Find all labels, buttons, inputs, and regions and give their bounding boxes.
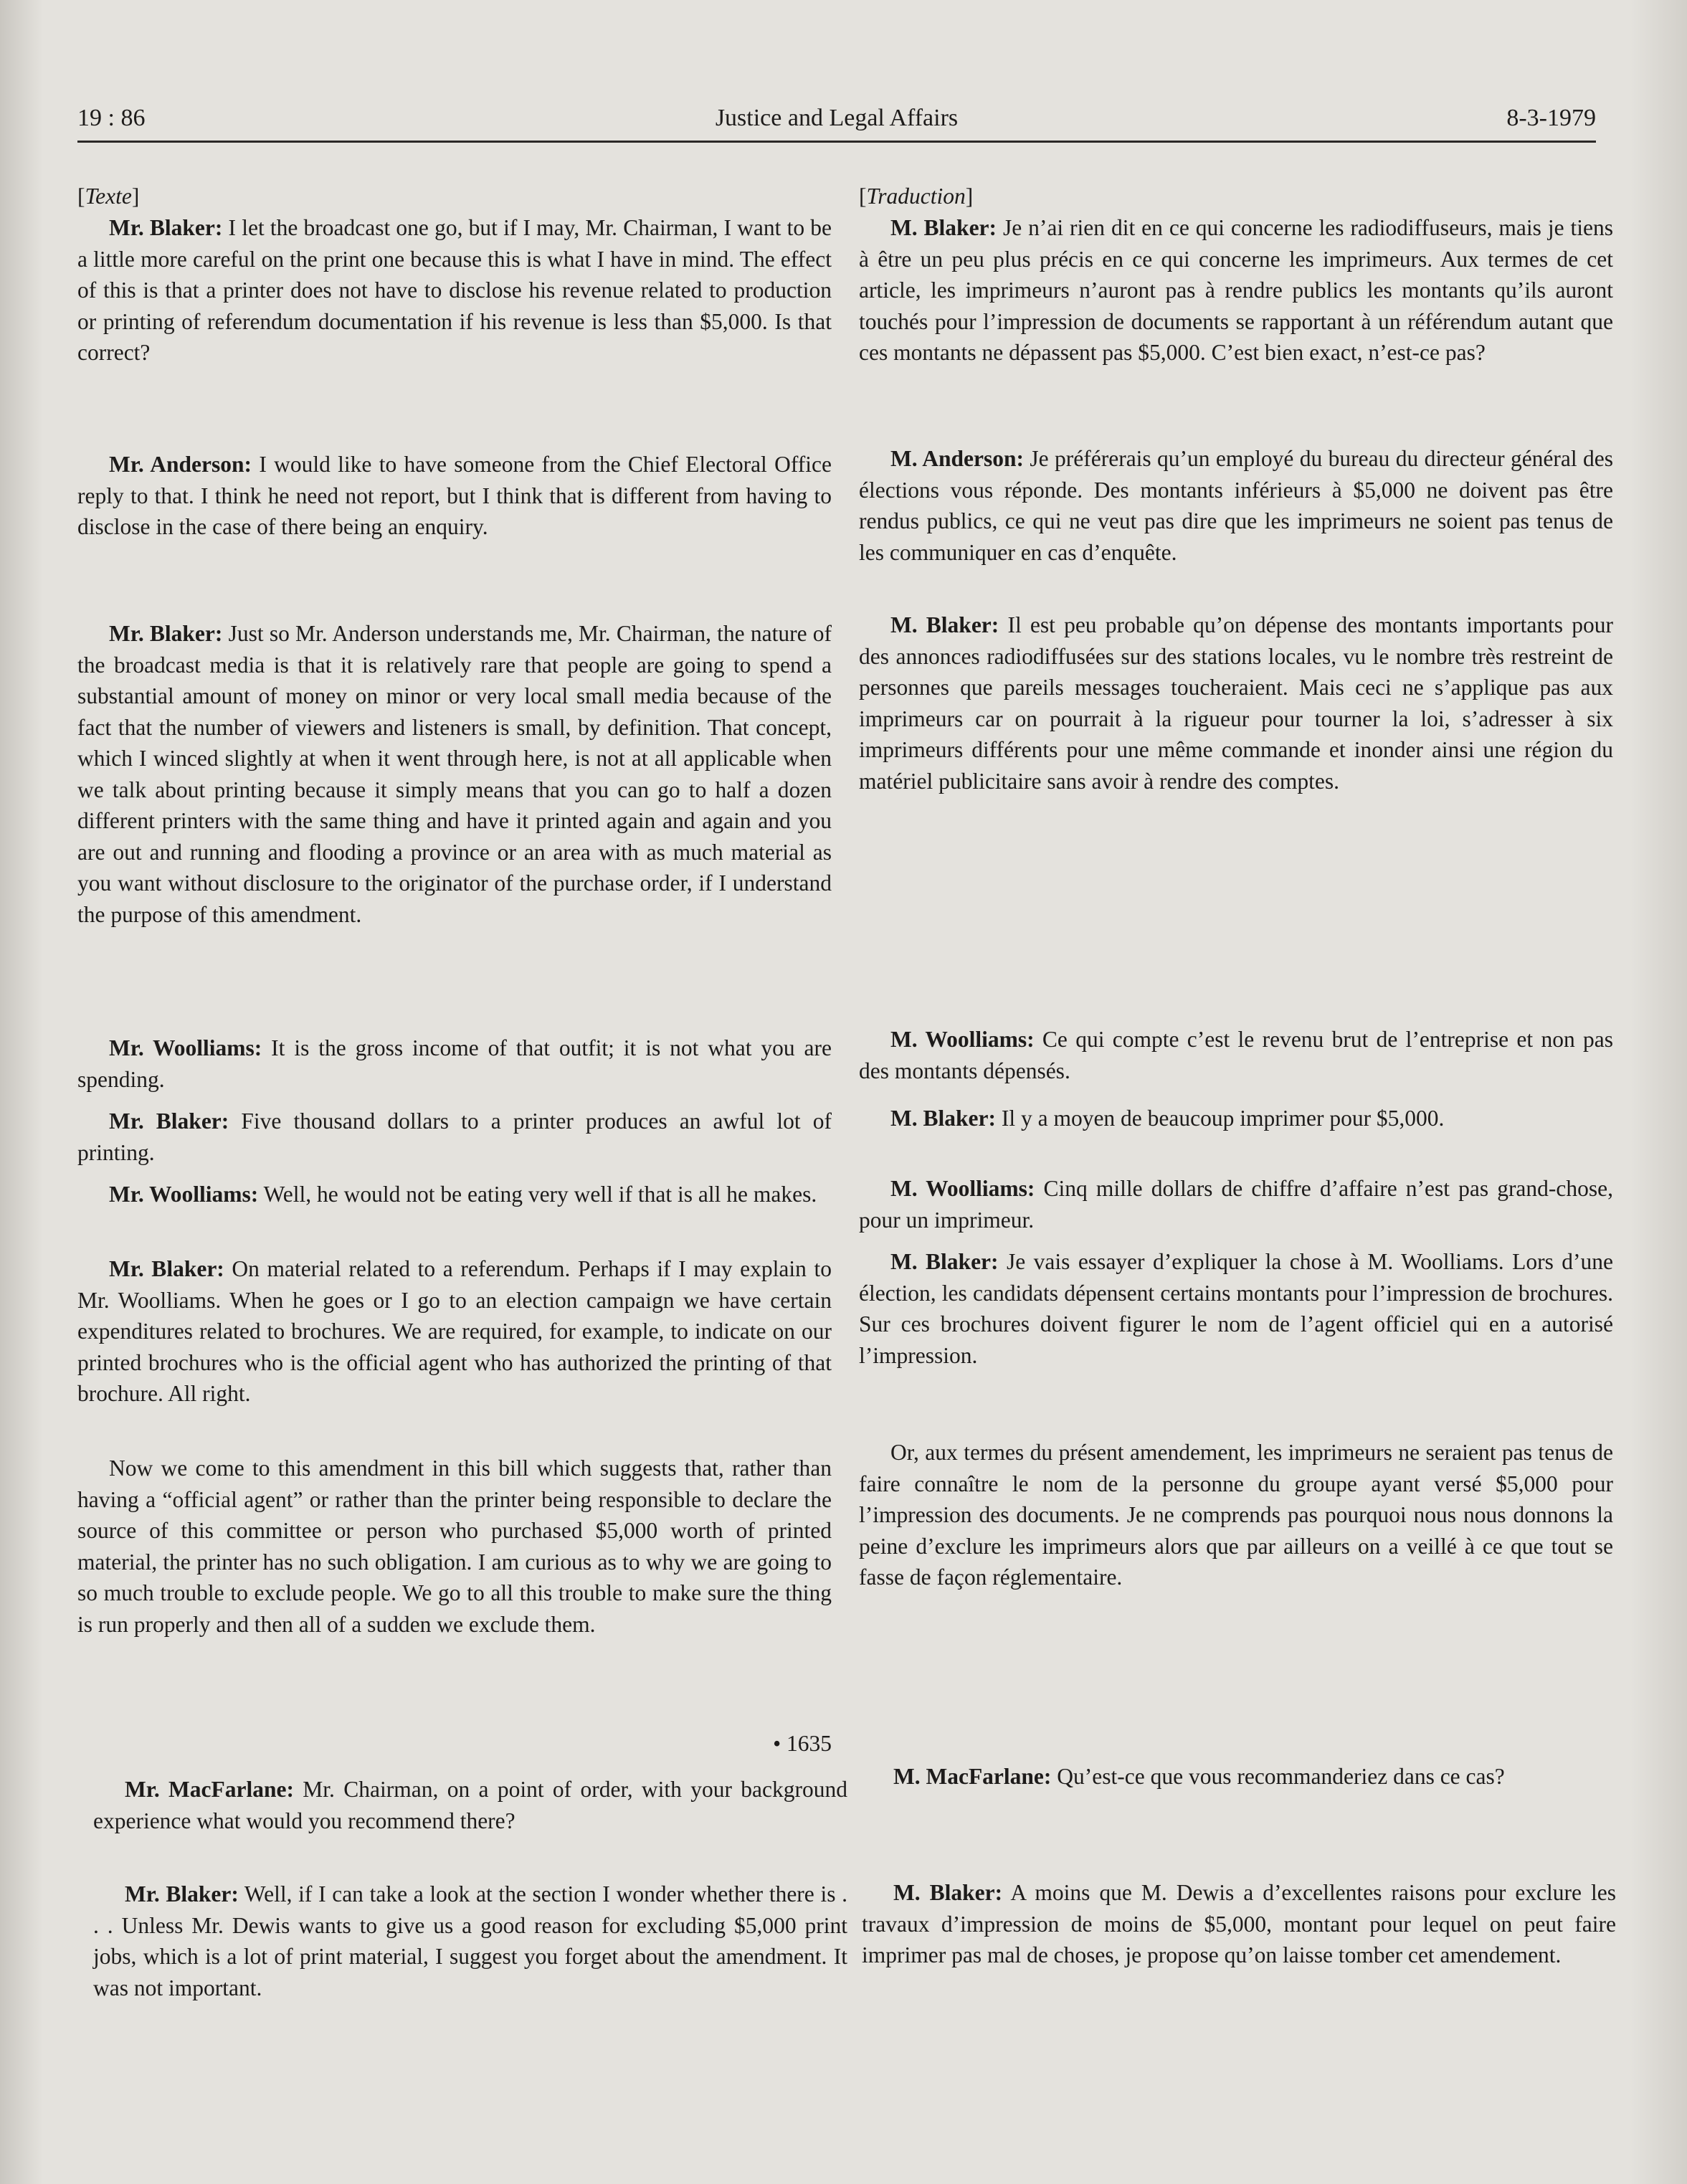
speech-text: Well, he would not be eating very well if that is all he makes. — [258, 1182, 817, 1207]
page-edge-shadow-left — [0, 0, 43, 2184]
right-paragraph-6 — [859, 1173, 1613, 1235]
header-rule — [77, 141, 1596, 143]
left-paragraph-7 — [77, 1253, 832, 1410]
left-paragraph-3 — [77, 618, 832, 930]
right-paragraph-7 — [859, 1246, 1613, 1371]
speaker-name: M. Anderson: — [890, 446, 1025, 471]
speaker-name: Mr. Blaker: — [109, 1108, 229, 1134]
speaker-name: M. Woolliams: — [890, 1176, 1035, 1201]
speech-text: Five thousand dollars to a printer produces an awful lot of printing. — [77, 1108, 832, 1165]
speaker-name: Mr. Blaker: — [109, 1256, 224, 1281]
speaker-name: M. Blaker: — [890, 1106, 996, 1131]
left-paragraph-5 — [77, 1106, 832, 1168]
right-paragraph-1 — [859, 212, 1613, 369]
left-paragraph-2 — [77, 449, 832, 543]
right-paragraph-3 — [859, 609, 1613, 797]
speech-text: On material related to a referendum. Perhaps if I may explain to Mr. Woolliams. When he goes or I go to an election campaign we have certain expenditures related to brochures. We are required, for example, to indicate on our printed brochures who is the official agent who has authorized the printing of that brochure. All right. — [77, 1256, 832, 1406]
speech-text: I would like to have someone from the Chief Electoral Office reply to that. I think he need not report, but I think that is different from having to disclose in the case of there being an enquiry. — [77, 452, 832, 539]
speech-text: Just so Mr. Anderson understands me, Mr. Chairman, the nature of the broadcast media is that it is relatively rare that people are going to spend a substantial amount of money on minor or very local small media because of the fact that the number of viewers and listeners is small, by definition. That concept, which I winced slightly at when it went through here, is not at all applicable when we talk about printing because it simply means that you can go to half a dozen different printers with the same thing and have it printed again and again and you are out and running and flooding a province or an area with as much material as you want without disclosure to the originator of the purchase order, if I understand the purpose of this amendment. — [77, 621, 832, 927]
speech-text: Je préférerais qu’un employé du bureau du directeur général des élections vous réponde. Des montants inférieurs à $5,000 ne doivent pas être rendus publics, ce qui ne veut pas dire que les imprimeurs ne soient pas tenus de les communiquer en cas d’enquête. — [859, 446, 1613, 565]
speech-text: Qu’est-ce que vous recommanderiez dans ce cas? — [1051, 1764, 1505, 1789]
sitting-date: 8-3-1979 — [1506, 105, 1596, 131]
left-paragraph-9 — [93, 1774, 847, 1836]
publication-title: Justice and Legal Affairs — [715, 105, 959, 131]
speech-text: Or, aux termes du présent amendement, les imprimeurs ne seraient pas tenus de faire connaître le nom de la personne du groupe ayant versé $5,000 pour l’impression des documents. Je ne comprends pas pourquoi nous nous donnons la peine d’exclure les imprimeurs alors que par ailleurs on a veillé à ce que tout se fasse de façon réglementaire. — [859, 1440, 1613, 1590]
time-marker: • 1635 — [773, 1731, 832, 1756]
right-paragraph-9 — [862, 1761, 1616, 1793]
section-label-traduction: [Traduction] — [859, 184, 974, 209]
speech-text: A moins que M. Dewis a d’excellentes raisons pour exclure les travaux d’impression de moins de $5,000, montant pour lequel on peut faire imprimer pas mal de choses, je propose qu’on laisse tomber cet amendement. — [862, 1880, 1616, 1967]
right-paragraph-4 — [859, 1024, 1613, 1086]
left-paragraph-10 — [93, 1879, 847, 2003]
speaker-name: M. Blaker: — [890, 1249, 999, 1274]
speech-text: Je n’ai rien dit en ce qui concerne les radiodiffuseurs, mais je tiens à être un peu plus précis en ce qui concerne les imprimeurs. Aux termes de cet article, les imprimeurs n’auront pas à rendre publics les montants qu’ils auront touchés pour l’impression de documents se rapportant à un référendum autant que ces montants ne dépassent pas $5,000. C’est bien exact, n’est-ce pas? — [859, 215, 1613, 365]
speech-text: It is the gross income of that outfit; it is not what you are spending. — [77, 1035, 832, 1092]
speech-text: Now we come to this amendment in this bill which suggests that, rather than having a “official agent” or rather than the printer being responsible to declare the source of this committee or person who purchased $5,000 worth of printed material, the printer has no such obligation. I am curious as to why we are going to so much trouble to exclude people. We go to all this trouble to make sure the thing is run properly and then all of a sudden we exclude them. — [77, 1456, 832, 1637]
speech-text: Je vais essayer d’expliquer la chose à M. Woolliams. Lors d’une élection, les candidats dépensent certains montants pour l’impression de brochures. Sur ces brochures doivent figurer le nom de l’agent officiel qui en a autorisé l’impression. — [859, 1249, 1613, 1368]
speaker-name: Mr. Blaker: — [109, 215, 223, 240]
running-header — [77, 105, 1596, 138]
page-number: 19 : 86 — [77, 105, 146, 131]
speech-text: Cinq mille dollars de chiffre d’affaire n’est pas grand-chose, pour un imprimeur. — [859, 1176, 1613, 1233]
speaker-name: Mr. Woolliams: — [109, 1182, 259, 1207]
right-paragraph-2 — [859, 443, 1613, 568]
right-paragraph-10 — [862, 1877, 1616, 1971]
speech-text: Ce qui compte c’est le revenu brut de l’entreprise et non pas des montants dépensés. — [859, 1027, 1614, 1083]
speech-text: I let the broadcast one go, but if I may, Mr. Chairman, I want to be a little more careful on the print one because this is what I have in mind. The effect of this is that a printer does not have to disclose his revenue related to production or printing of referendum documentation if his revenue is less than $5,000. Is that correct? — [77, 215, 832, 365]
speaker-name: M. Blaker: — [890, 215, 997, 240]
speaker-name: Mr. Blaker: — [109, 621, 223, 646]
left-paragraph-1 — [77, 212, 832, 369]
speaker-name: Mr. Anderson: — [109, 452, 252, 477]
speech-text: Well, if I can take a look at the section I wonder whether there is . . . Unless Mr. Dewis wants to give us a good reason for excluding $5,000 print jobs, which is a lot of print material, I suggest you forget about the amendment. It was not important. — [93, 1881, 847, 2000]
speaker-name: Mr. MacFarlane: — [125, 1777, 294, 1802]
speech-text: Il est peu probable qu’on dépense des montants importants pour des annonces radiodiffusées sur des stations locales, vu le nombre très restreint de personnes que pareils messages toucheraient. Mais ceci ne s’applique pas aux imprimeurs car on pourrait à la rigueur pour tourner la loi, s’adresser à six imprimeurs différents pour une même commande et inonder ainsi une région du matériel publicitaire sans avoir à rendre des comptes. — [859, 612, 1613, 794]
left-paragraph-4 — [77, 1032, 832, 1095]
right-paragraph-8 — [859, 1437, 1613, 1593]
speaker-name: M. Woolliams: — [890, 1027, 1035, 1052]
speaker-name: M. Blaker: — [893, 1880, 1003, 1905]
right-paragraph-5 — [859, 1103, 1613, 1134]
left-paragraph-8 — [77, 1453, 832, 1640]
speaker-name: M. MacFarlane: — [893, 1764, 1052, 1789]
speech-text: Il y a moyen de beaucoup imprimer pour $5,000. — [995, 1106, 1445, 1131]
section-label-texte: [Texte] — [77, 184, 140, 209]
page-edge-shadow-right — [1630, 0, 1687, 2184]
speaker-name: Mr. Blaker: — [125, 1881, 239, 1907]
left-paragraph-6 — [77, 1179, 832, 1210]
speaker-name: Mr. Woolliams: — [109, 1035, 262, 1060]
speaker-name: M. Blaker: — [890, 612, 999, 637]
speech-text: Mr. Chairman, on a point of order, with your background experience what would you recommend there? — [93, 1777, 848, 1833]
